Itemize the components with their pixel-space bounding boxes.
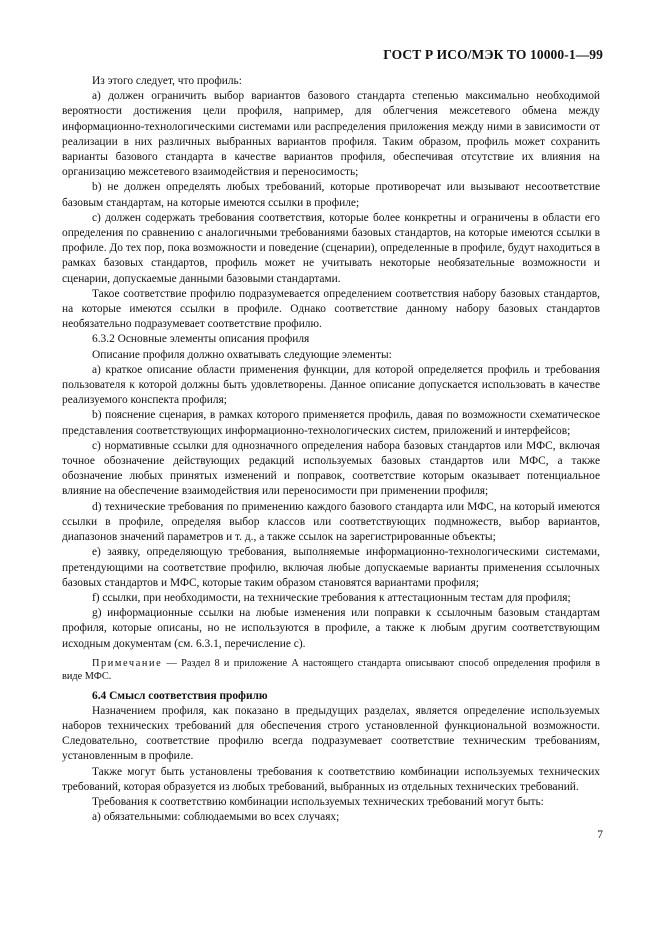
page-header: ГОСТ Р ИСО/МЭК ТО 10000-1—99 bbox=[383, 47, 603, 62]
section-heading-6-4: 6.4 Смысл соответствия профилю bbox=[92, 689, 268, 702]
note bbox=[62, 657, 600, 684]
list-item-a: a) обязательными: соблюдаемыми во всех случаях; bbox=[92, 811, 340, 824]
list-item-c: c) должен содержать требования соответствия, которые более конкретны и ограничены в области его определения по сравнению с аналогичными требованиями базовых стандартов, на которые имеются ссылки в профиле. До тех пор, пока возможности и поведение (сценарии), определенные в профиле, будут находиться в рамках базовых стандартов, профиль может не учитывать некоторые необязательные возможности и сценарии, допускаемые данными базовыми стандартами. bbox=[62, 211, 600, 285]
paragraph: Такое соответствие профилю подразумевается определением соответствия набору базовых стандартов, на которые имеются ссылки в профиле. Однако соответствие данному набору базовых стандартов необязательно подразумевает соответствие профилю. bbox=[62, 287, 600, 331]
list-item-e: e) заявку, определяющую требования, выполняемые информационно-технологическими системами, претендующими на соответствие профилю, включая любые допускаемые варианты применения ссылочных базовых стандартов и МФС, которые таким образом становятся вариантами профиля; bbox=[62, 546, 600, 589]
page-number: 7 bbox=[597, 829, 603, 841]
list-item-c: c) нормативные ссылки для однозначного определения набора базовых стандартов или МФС, включая точное обозначение действующих редакций используемых базовых стандартов или МФС, а также обозначение любых принятых изменений и поправок, соответствие которым оказывает потенциальное влияние на обеспечение взаимодействия или переносимости при применении профиля; bbox=[62, 439, 600, 498]
list-item-a: a) должен ограничить выбор вариантов базового стандарта степенью максимально необходимой вероятности достижения цели профиля, например, для облегчения межсетевого обмена между информационно-технологическими системами или распределения приложения между ними в зависимости от реализации в них различных выбранных вариантов профиля. Таким образом, профиль может сохранить варианты базового стандарта в качестве вариантов профиля, обеспечивая отсутствие их влияния на организацию межсетевого взаимодействия и переносимость; bbox=[62, 90, 600, 179]
paragraph: Назначением профиля, как показано в предыдущих разделах, является определение используемых наборов технических требований для обеспечения строго установленной функциональной возможности. Следовательно, соответствие профилю всегда подразумевает соответствие техническим требованиям, установленным в профиле. bbox=[62, 704, 600, 763]
list-item-g: g) информационные ссылки на любые изменения или поправки к ссылочным базовым стандартам профиля, которые описаны, но не используются в профиле, а также к любым другим соответствующим исходным документам (см. 6.3.1, перечисление c). bbox=[62, 607, 600, 650]
list-item-d: d) технические требования по применению каждого базового стандарта или МФС, на который имеются ссылки в профиле, определяя выбор классов или соответствующих подмножеств, выбор вариантов, диапазонов значений параметров и т. д., а также ссылок на зарегистрированные объекты; bbox=[62, 500, 600, 544]
list-item-a: a) краткое описание области применения функции, для которой определяется профиль и требования пользователя к которой должны быть удовлетворены. Данное описание допускается использовать в качестве реализуемого конспекта профиля; bbox=[62, 363, 600, 407]
list-item-f: f) ссылки, при необходимости, на технические требования к аттестационным тестам для профиля; bbox=[92, 591, 571, 604]
list-item-b: b) не должен определять любых требований, которые противоречат или вызывают несоответствие базовым стандартам, на которые имеются ссылки в профиле; bbox=[62, 181, 600, 209]
page-body bbox=[62, 74, 600, 825]
note-label: Примечание bbox=[92, 657, 163, 669]
section-heading-6-3-2: 6.3.2 Основные элементы описания профиля bbox=[92, 333, 310, 346]
note-text: — Раздел 8 и приложение А настоящего стандарта описывают способ определения профиля в виде МФС. bbox=[62, 657, 600, 683]
paragraph: Также могут быть установлены требования к соответствию комбинации используемых технических требований, которая образуется из любых требований, выбранных из отдельных технических требований. bbox=[62, 765, 600, 793]
paragraph: Требования к соответствию комбинации используемых технических требований могут быть: bbox=[92, 795, 544, 808]
paragraph: Описание профиля должно охватывать следующие элементы: bbox=[92, 348, 392, 361]
list-item-b: b) пояснение сценария, в рамках которого применяется профиль, давая по возможности схематическое представления соответствующих информационно-технологических систем, приложений и интерфейсов; bbox=[62, 409, 600, 437]
paragraph: Из этого следует, что профиль: bbox=[92, 75, 242, 87]
